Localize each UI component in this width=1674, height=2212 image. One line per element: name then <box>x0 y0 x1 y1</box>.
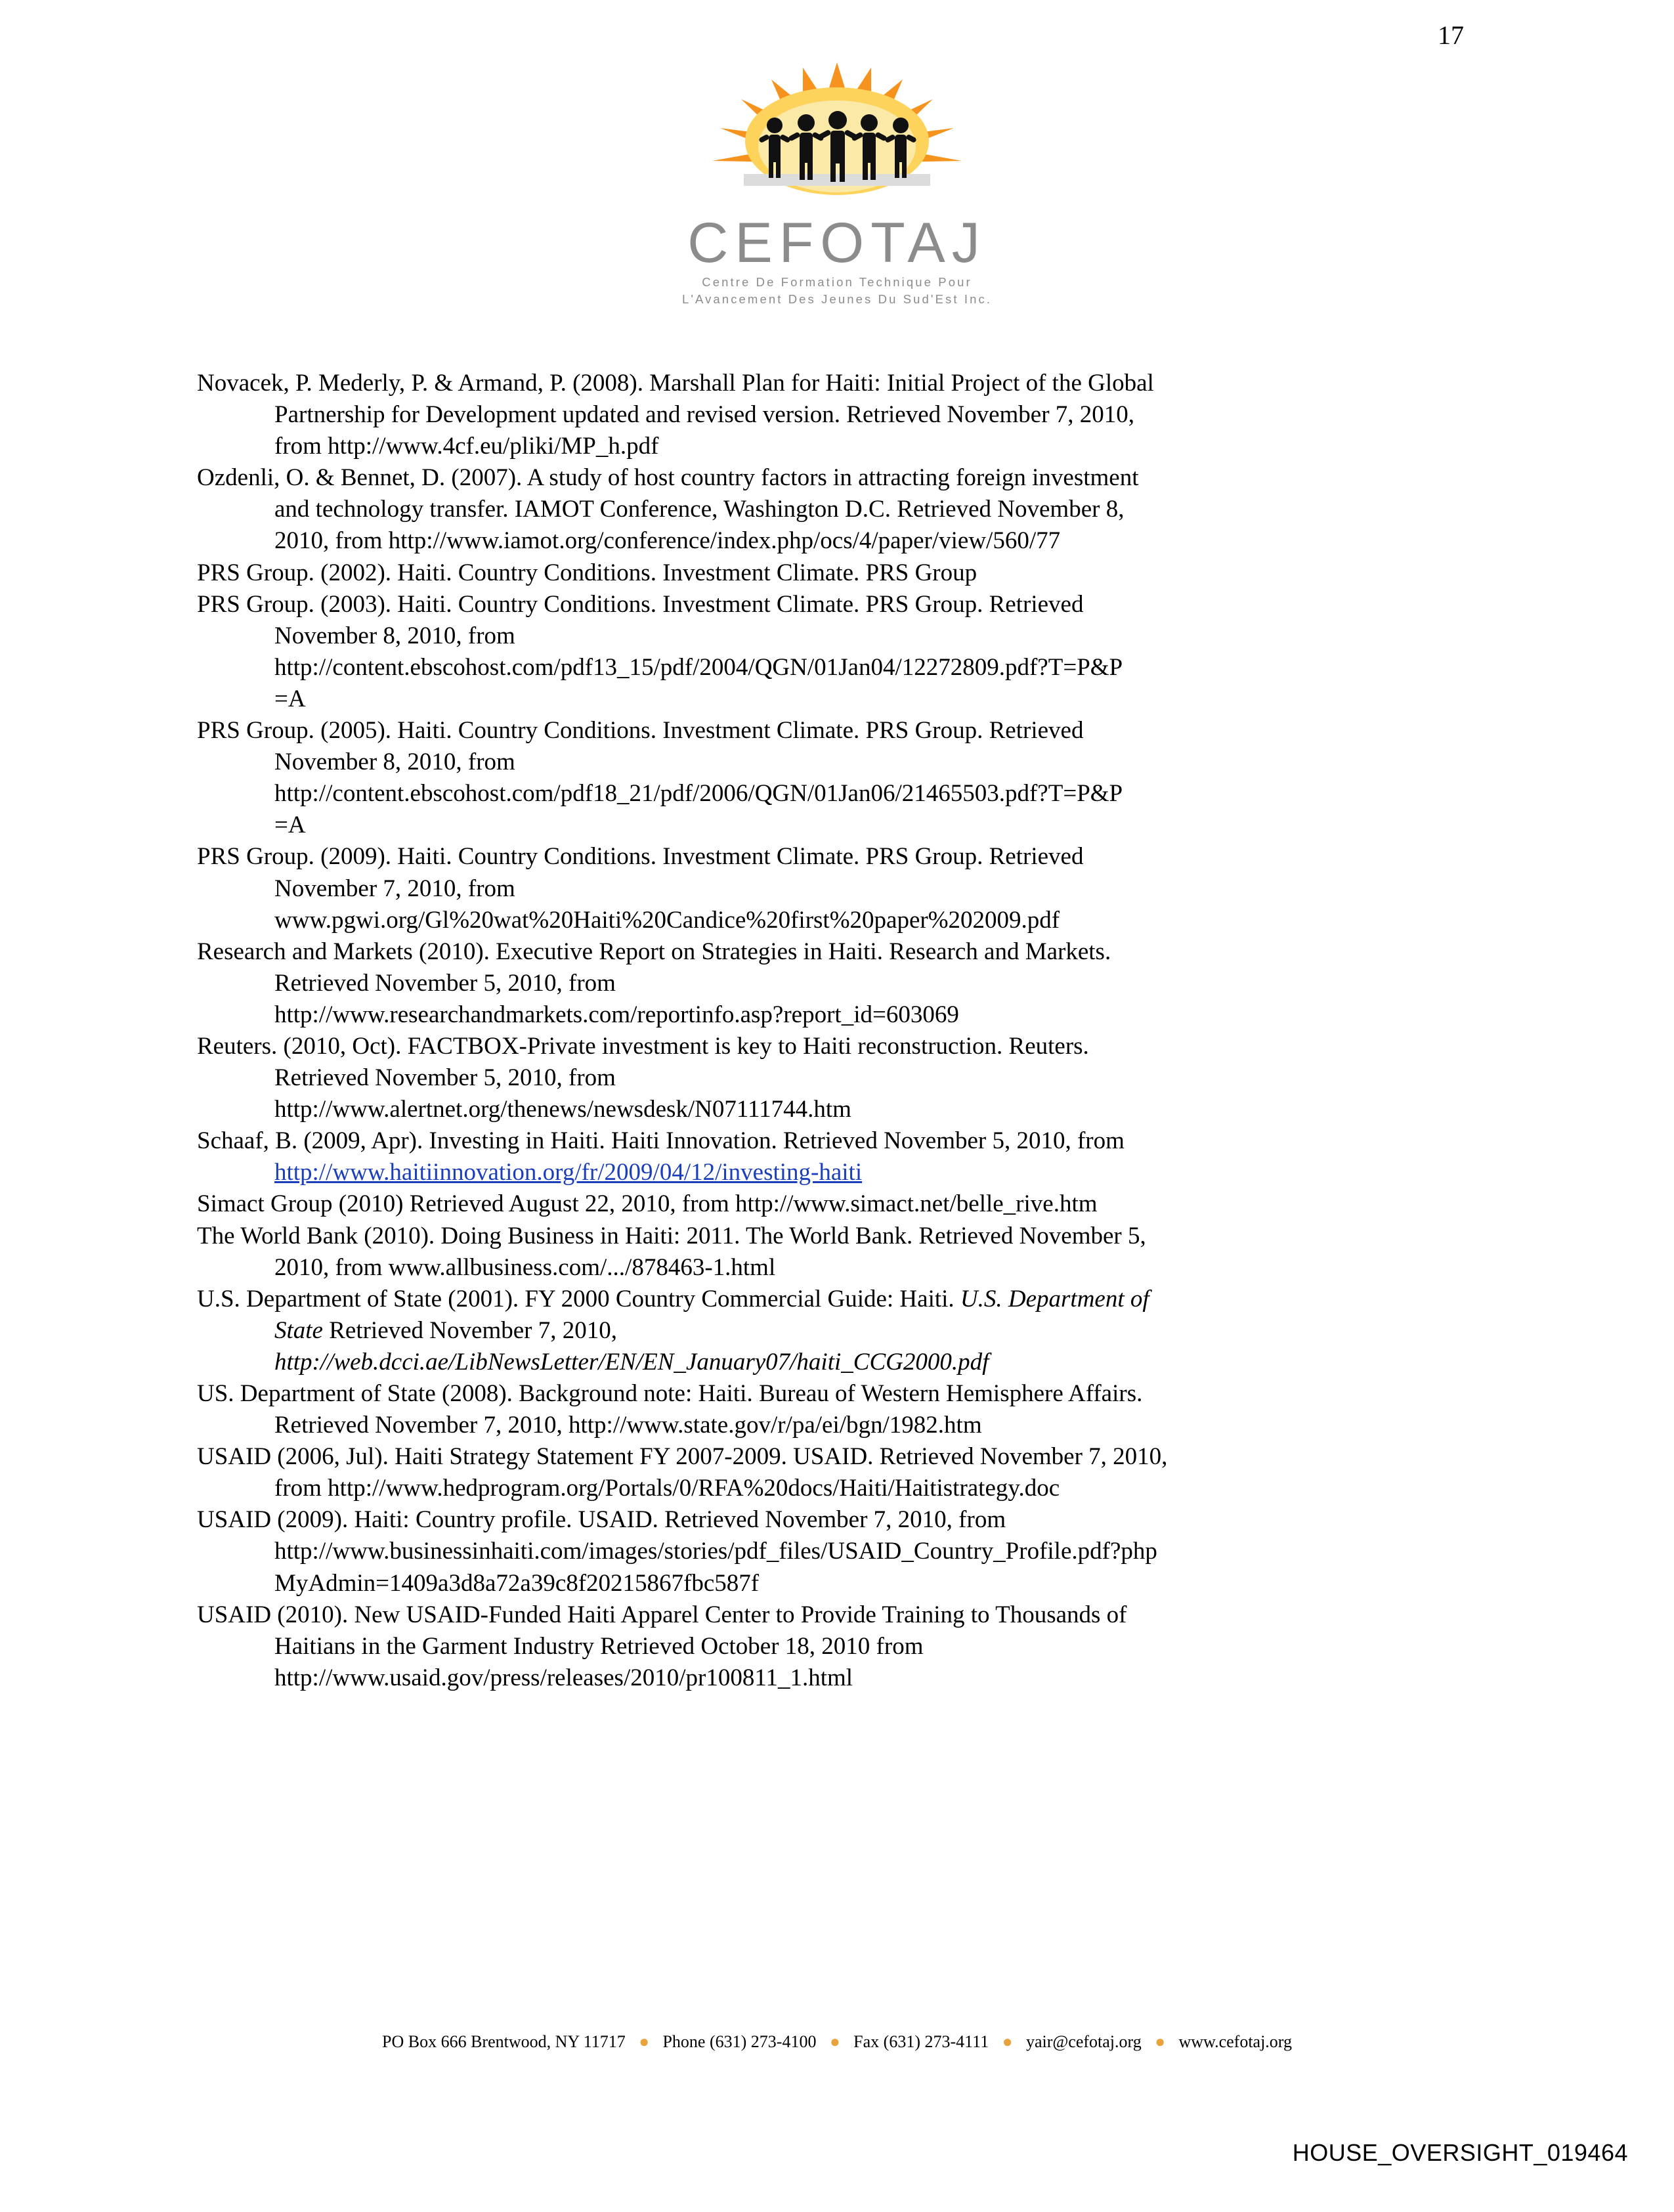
footer-separator-icon: ● <box>829 2032 840 2051</box>
reference-line: The World Bank (2010). Doing Business in Haiti: 2011. The World Bank. Retrieved November 5, <box>197 1222 1146 1249</box>
reference-entry <box>197 1599 1470 1694</box>
reference-line <box>197 1284 1470 1315</box>
reference-entry <box>197 936 1470 1031</box>
reference-line: http://www.researchandmarkets.com/reportinfo.asp?report_id=603069 <box>274 1001 959 1028</box>
reference-line: and technology transfer. IAMOT Conference, Washington D.C. Retrieved November 8, <box>274 496 1125 523</box>
reference-line: USAID (2006, Jul). Haiti Strategy Statement FY 2007-2009. USAID. Retrieved November 7, 2010, <box>197 1443 1168 1471</box>
reference-line: Retrieved November 7, 2010, http://www.state.gov/r/pa/ei/bgn/1982.htm <box>274 1412 982 1439</box>
reference-line: US. Department of State (2008). Background note: Haiti. Bureau of Western Hemisphere Affairs. <box>197 1380 1143 1407</box>
reference-line: PRS Group. (2002). Haiti. Country Conditions. Investment Climate. PRS Group <box>197 559 977 586</box>
reference-entry <box>197 1284 1470 1378</box>
reference-line: Ozdenli, O. & Bennet, D. (2007). A study of host country factors in attracting foreign investment <box>197 464 1139 492</box>
logo-subtitle-line1: Centre De Formation Technique Pour <box>702 275 972 289</box>
reference-line: http://www.alertnet.org/thenews/newsdesk/N07111744.htm <box>274 1096 851 1123</box>
cefotaj-logo <box>0 62 1674 307</box>
reference-entry <box>197 715 1470 841</box>
reference-line: 2010, from http://www.iamot.org/conference/index.php/ocs/4/paper/view/560/77 <box>274 527 1061 555</box>
reference-line: 2010, from www.allbusiness.com/.../878463-1.html <box>274 1253 776 1281</box>
reference-line: =A <box>274 685 306 712</box>
reference-text: U.S. Department of State (2001). FY 2000 Country Commercial Guide: Haiti. <box>197 1285 960 1312</box>
reference-line: http://content.ebscohost.com/pdf13_15/pdf/2004/QGN/01Jan04/12272809.pdf?T=P&P <box>274 653 1123 681</box>
reference-line: Novacek, P. Mederly, P. & Armand, P. (2008). Marshall Plan for Haiti: Initial Project of the Global <box>197 370 1154 397</box>
footer-separator-icon: ● <box>1002 2032 1013 2051</box>
reference-line: Reuters. (2010, Oct). FACTBOX-Private investment is key to Haiti reconstruction. Reuters. <box>197 1032 1089 1060</box>
reference-line: Research and Markets (2010). Executive Report on Strategies in Haiti. Research and Markets. <box>197 938 1111 965</box>
reference-line: USAID (2010). New USAID-Funded Haiti Apparel Center to Provide Training to Thousands of <box>197 1601 1127 1628</box>
footer-phone: Phone (631) 273-4100 <box>662 2032 817 2051</box>
reference-line: Retrieved November 5, 2010, from <box>274 1064 616 1092</box>
reference-entry <box>197 1378 1470 1441</box>
reference-line: Retrieved November 5, 2010, from <box>274 969 616 997</box>
footer-fax: Fax (631) 273-4111 <box>853 2032 989 2051</box>
reference-line: November 8, 2010, from <box>274 748 515 776</box>
reference-line: www.pgwi.org/Gl%20wat%20Haiti%20Candice%20first%20paper%202009.pdf <box>274 906 1060 934</box>
reference-entry <box>197 1504 1470 1599</box>
logo-subtitle-line2: L'Avancement Des Jeunes Du Sud'Est Inc. <box>681 292 993 306</box>
reference-line: from http://www.hedprogram.org/Portals/0/RFA%20docs/Haiti/Haitistrategy.doc <box>274 1475 1060 1502</box>
reference-entry <box>197 1031 1470 1125</box>
reference-entry <box>197 841 1470 936</box>
bates-number: HOUSE_OVERSIGHT_019464 <box>1292 2139 1628 2166</box>
reference-list <box>197 368 1470 1694</box>
reference-hyperlink[interactable]: http://www.haitiinnovation.org/fr/2009/04/12/investing-haiti <box>274 1159 863 1186</box>
reference-line: PRS Group. (2003). Haiti. Country Conditions. Investment Climate. PRS Group. Retrieved <box>197 590 1084 618</box>
reference-italic-text: State <box>274 1316 323 1344</box>
reference-line: Partnership for Development updated and revised version. Retrieved November 7, 2010, <box>274 401 1135 429</box>
reference-italic-text: U.S. Department of <box>960 1285 1149 1312</box>
reference-entry <box>197 589 1470 715</box>
page-footer <box>0 2032 1674 2052</box>
footer-separator-icon: ● <box>1155 2032 1165 2051</box>
reference-line: PRS Group. (2005). Haiti. Country Conditions. Investment Climate. PRS Group. Retrieved <box>197 717 1084 745</box>
reference-line: Simact Group (2010) Retrieved August 22, 2010, from http://www.simact.net/belle_rive.htm <box>197 1190 1098 1218</box>
reference-entry <box>197 1188 1470 1220</box>
reference-entry <box>197 462 1470 557</box>
logo-artwork <box>660 62 1014 213</box>
footer-separator-icon: ● <box>639 2032 649 2051</box>
reference-line: Haitians in the Garment Industry Retrieved October 18, 2010 from <box>274 1632 924 1660</box>
reference-line: http://content.ebscohost.com/pdf18_21/pdf/2006/QGN/01Jan06/21465503.pdf?T=P&P <box>274 780 1123 808</box>
reference-entry <box>197 1221 1470 1284</box>
page-number: 17 <box>1438 20 1464 50</box>
reference-entry <box>197 1441 1470 1504</box>
reference-entry <box>197 1125 1470 1188</box>
footer-email: yair@cefotaj.org <box>1025 2032 1142 2051</box>
footer-website: www.cefotaj.org <box>1178 2032 1292 2051</box>
reference-line: PRS Group. (2009). Haiti. Country Conditions. Investment Climate. PRS Group. Retrieved <box>197 843 1084 871</box>
reference-line: http://www.businessinhaiti.com/images/stories/pdf_files/USAID_Country_Profile.pdf?php <box>274 1538 1157 1565</box>
reference-line: http://www.usaid.gov/press/releases/2010/pr100811_1.html <box>274 1664 853 1691</box>
reference-line: MyAdmin=1409a3d8a72a39c8f20215867fbc587f <box>274 1569 760 1597</box>
reference-line: Schaaf, B. (2009, Apr). Investing in Haiti. Haiti Innovation. Retrieved November 5, 2010, from <box>197 1127 1125 1155</box>
reference-line <box>274 1315 1470 1347</box>
reference-line: USAID (2009). Haiti: Country profile. USAID. Retrieved November 7, 2010, from <box>197 1506 1006 1534</box>
reference-line: November 8, 2010, from <box>274 622 515 649</box>
reference-line: from http://www.4cf.eu/pliki/MP_h.pdf <box>274 433 659 460</box>
logo-wordmark: CEFOTAJ <box>687 211 987 274</box>
reference-line: =A <box>274 812 306 839</box>
footer-address: PO Box 666 Brentwood, NY 11717 <box>382 2032 626 2051</box>
reference-line: November 7, 2010, from <box>274 875 515 902</box>
reference-text: Retrieved November 7, 2010, <box>322 1316 617 1344</box>
reference-line-italic: http://web.dcci.ae/LibNewsLetter/EN/EN_January07/haiti_CCG2000.pdf <box>274 1348 989 1376</box>
sun-with-people-icon <box>673 62 1001 213</box>
reference-entry <box>197 368 1470 462</box>
reference-entry <box>197 557 1470 589</box>
